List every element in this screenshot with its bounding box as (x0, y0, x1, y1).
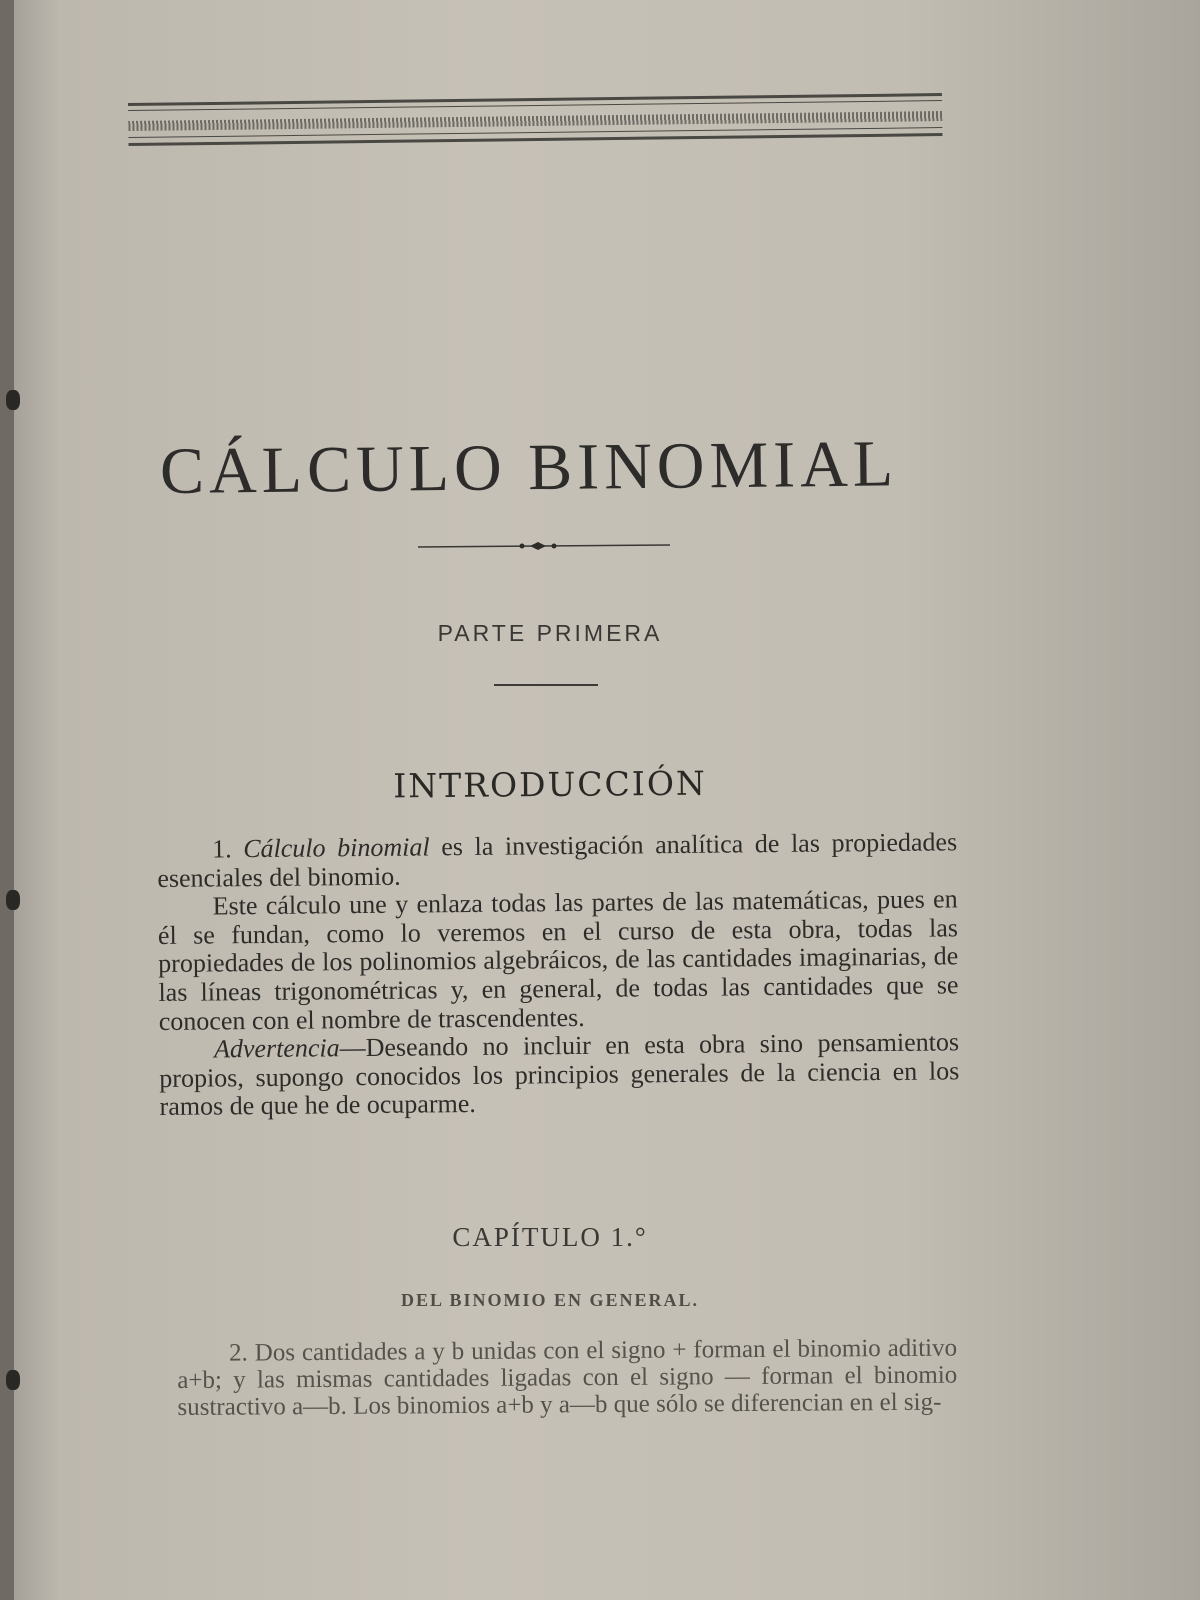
chapter-subtitle: DEL BINOMIO EN GENERAL. (400, 1290, 700, 1310)
defined-term: Cálculo binomial (243, 832, 430, 864)
paragraph-3: 2. Dos cantidades a y b unidas con el signo + forman el binomio aditivo a+b; y las mismas cantidades ligadas con el signo — forman el binomio sustractivo a—b. Los binomios a+b y a—b que sólo se diferencian en el sig- (177, 1334, 958, 1421)
decorative-top-rule (128, 93, 943, 165)
paragraph-1 (157, 828, 958, 893)
warning-term: Advertencia (213, 1033, 340, 1064)
paragraph-2: Este cálculo une y enlaza todas las partes de las matemáticas, pues en él se fundan, como lo veremos en el curso de esta obra, todas las propiedades de los polinomios algebráicos, de las cantidades imaginarias, de las líneas trigonométricas y, en general, de todas las cantidades que se conocen con el nombre de trascendentes. (157, 884, 959, 1036)
warning-text: —Deseando no incluir en esta obra sino pensamientos propios, supongo conocidos los principios generales de la ciencia en los ramos de que he de ocuparme. (159, 1027, 960, 1122)
binding-hole (6, 890, 20, 910)
page-title: CÁLCULO BINOMIAL (159, 427, 899, 509)
paragraph-text: es la investigación analítica de las propiedades esenciales del binomio. (157, 827, 958, 893)
binding-hole (6, 390, 20, 410)
binding-hole (6, 1370, 20, 1390)
chapter-text (177, 1335, 958, 1421)
chapter-heading: CAPÍTULO 1.° (452, 1222, 648, 1252)
warning-paragraph (159, 1028, 960, 1121)
short-rule (494, 684, 598, 686)
paragraph-number: 1. (211, 834, 232, 864)
part-heading: PARTE PRIMERA (437, 620, 663, 646)
ornament-divider (418, 540, 670, 554)
intro-text (157, 828, 960, 1122)
section-heading: INTRODUCCIÓN (393, 763, 707, 806)
page-binding (0, 0, 14, 1600)
